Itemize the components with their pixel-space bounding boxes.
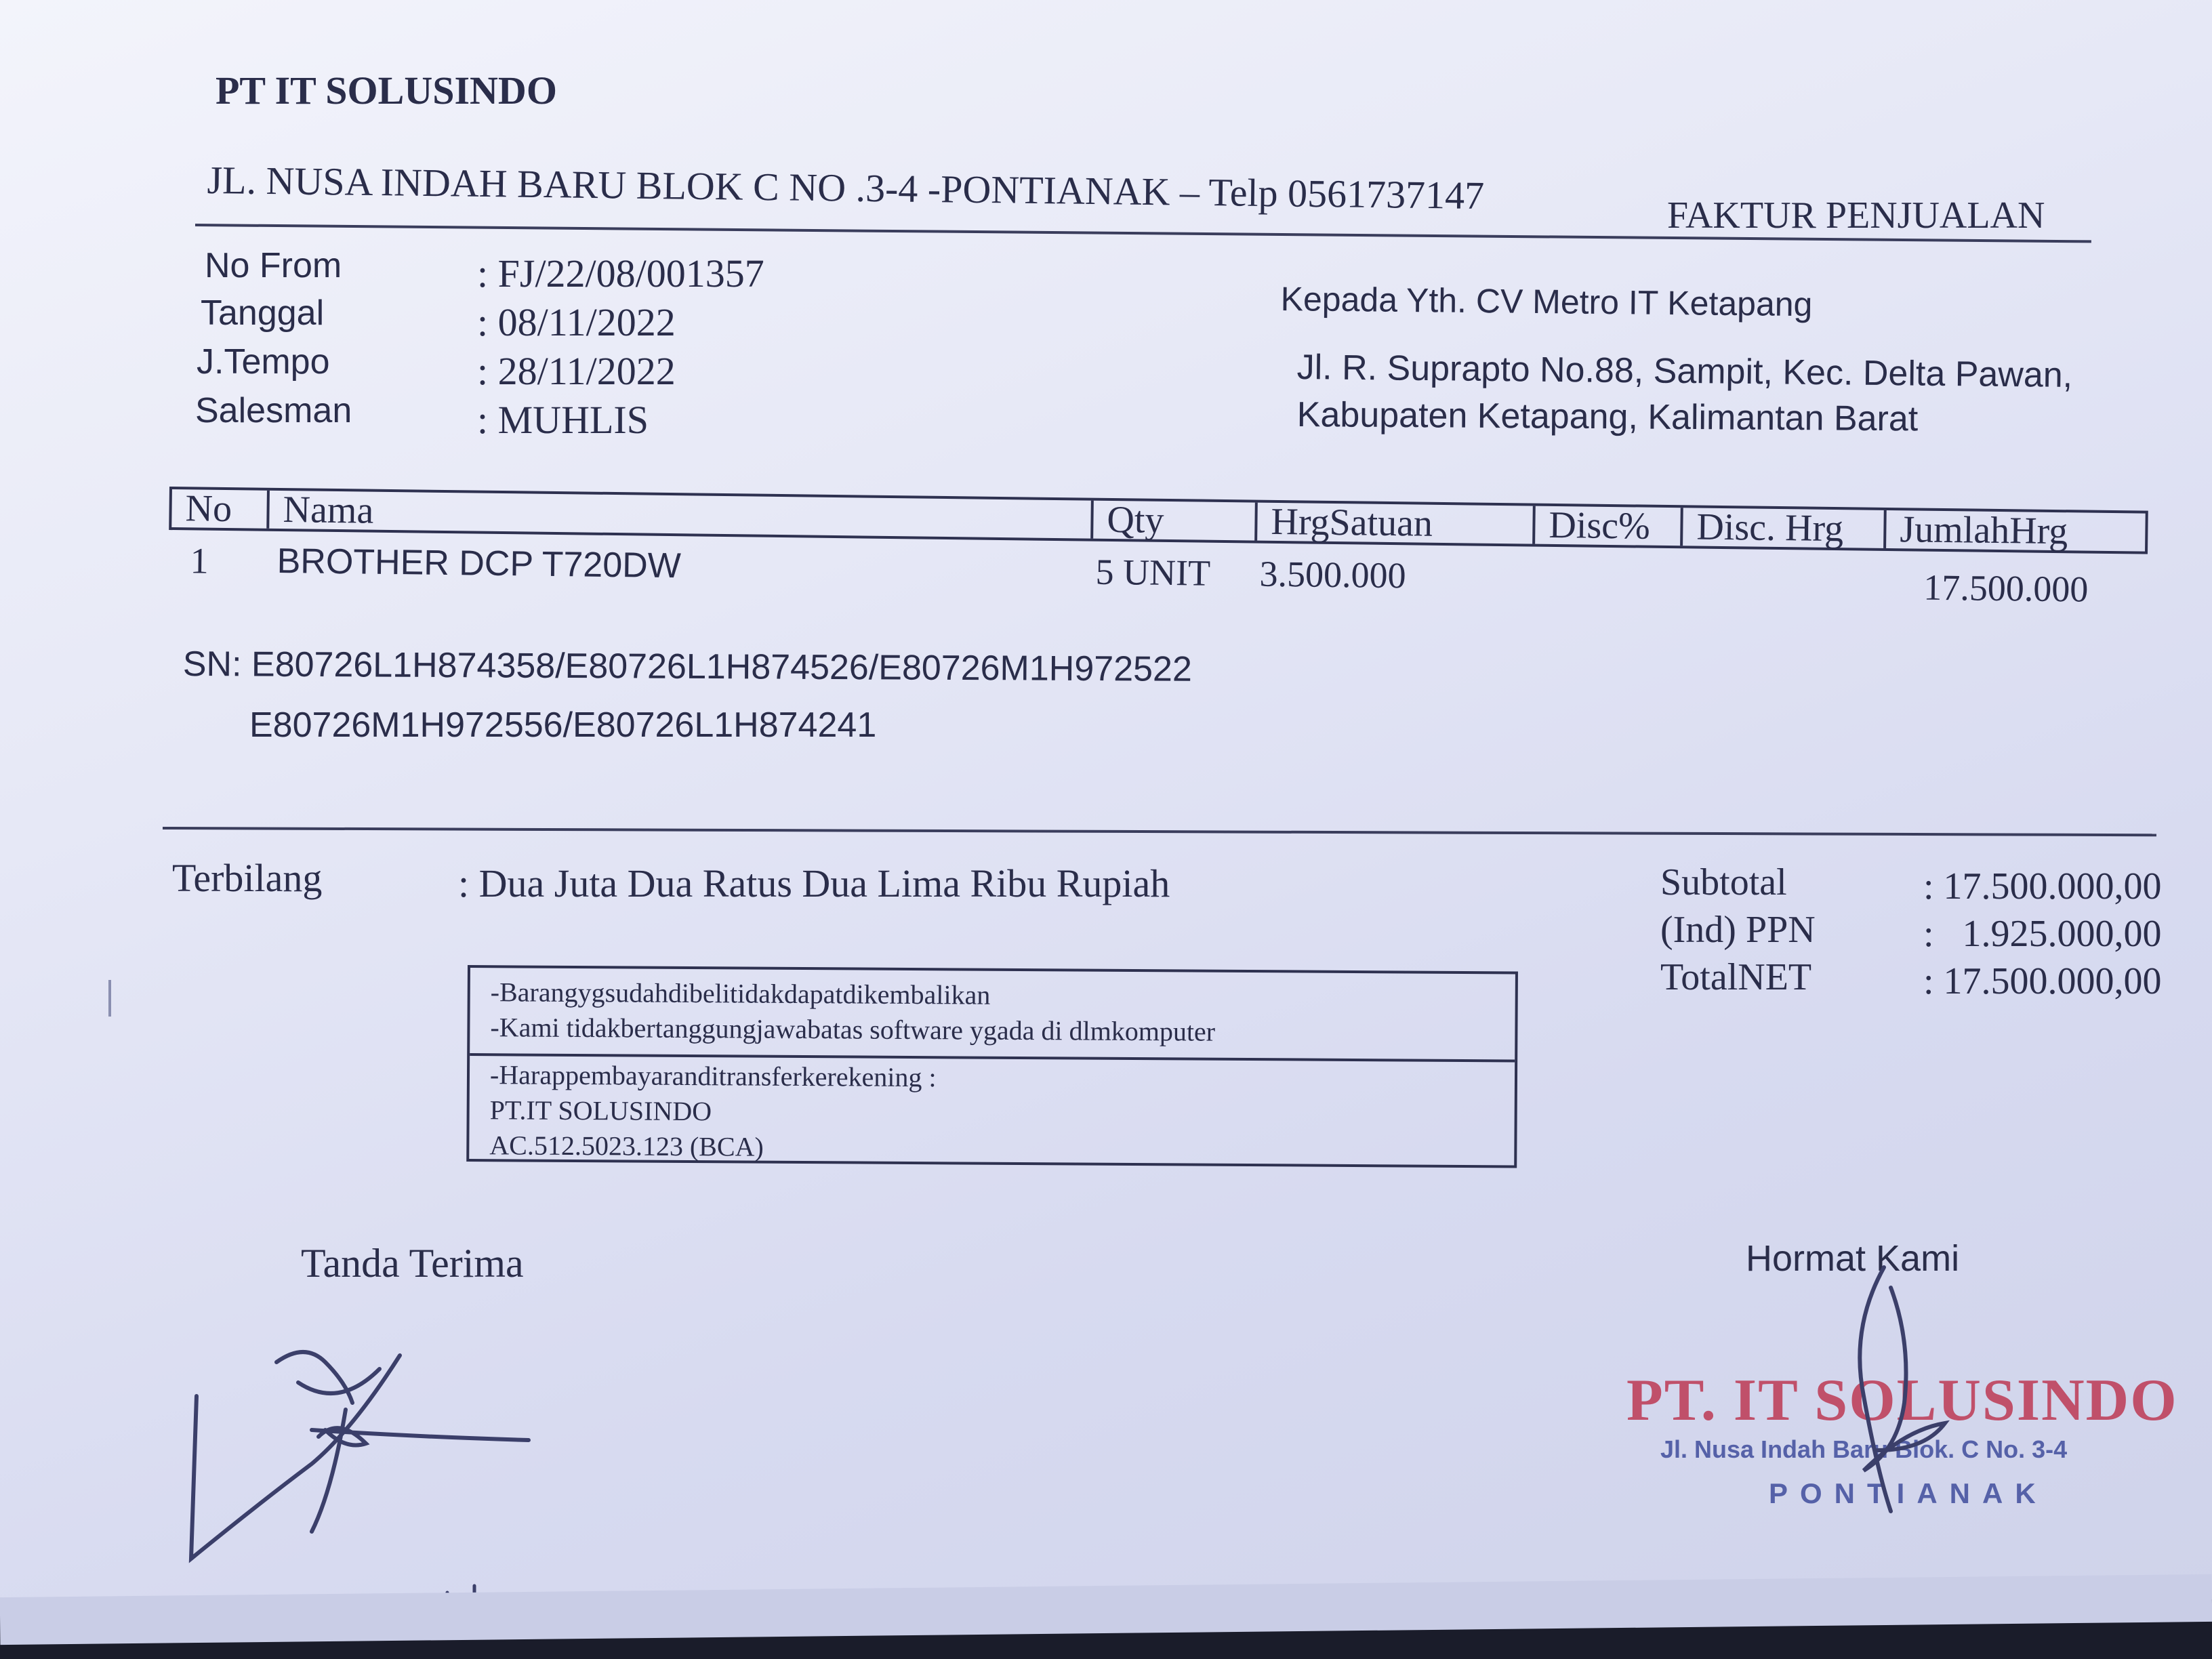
terbilang-value: : Dua Juta Dua Ratus Dua Lima Ribu Rupiah	[458, 861, 1170, 905]
stamp-name: PT. IT SOLUSINDO	[1626, 1368, 2178, 1433]
recipient-line-3: Kabupaten Ketapang, Kalimantan Barat	[1296, 395, 1919, 439]
serial-line-1: SN: E80726L1H874358/E80726L1H874526/E80726M1H972522	[182, 644, 1192, 689]
issuer-signature-icon	[1789, 1247, 1979, 1532]
note-line-4: PT.IT SOLUSINDO	[489, 1094, 712, 1127]
totalnet-label: TotalNET	[1660, 956, 1812, 998]
meta-value-no-from: : FJ/22/08/001357	[477, 251, 764, 295]
serial-line-2: E80726M1H972556/E80726L1H874241	[249, 705, 877, 745]
meta-label-tanggal: Tanggal	[201, 293, 325, 333]
stamp-city: PONTIANAK	[1769, 1477, 2048, 1509]
cell-qty: 5 UNIT	[1095, 551, 1211, 594]
note-line-1: -Barangygsudahdibelitidakdapatdikembalikan	[490, 977, 991, 1010]
col-header-disc-pct: Disc%	[1532, 506, 1681, 546]
meta-label-jtempo: J.Tempo	[197, 342, 330, 382]
footer-divider	[163, 827, 2156, 836]
totalnet-value: : 17.500.000,00	[1923, 960, 2162, 1002]
document-type: FAKTUR PENJUALAN	[1667, 194, 2045, 237]
notes-box	[466, 965, 1518, 1168]
meta-label-no-from: No From	[205, 246, 342, 285]
stamp-address: Jl. Nusa Indah Baru Blok. C No. 3-4	[1660, 1435, 2068, 1463]
note-line-3: -Harappembayaranditransferkerekening :	[489, 1059, 937, 1093]
col-header-disc-hrg: Disc. Hrg	[1680, 508, 1884, 548]
company-name: PT IT SOLUSINDO	[216, 68, 557, 112]
cell-hrgsatuan: 3.500.000	[1259, 553, 1406, 596]
meta-value-tanggal: : 08/11/2022	[477, 300, 676, 344]
col-header-nama: Nama	[266, 491, 1091, 539]
note-line-5: AC.512.5023.123 (BCA)	[489, 1130, 764, 1162]
subtotal-label: Subtotal	[1660, 861, 1787, 903]
col-header-qty: Qty	[1090, 501, 1255, 541]
ppn-value: : 1.925.000,00	[1923, 913, 2162, 955]
cell-no: 1	[190, 540, 209, 581]
col-header-jumlah: JumlahHrg	[1883, 510, 2151, 552]
items-table	[168, 487, 2148, 610]
cell-jumlah: 17.500.000	[1923, 567, 2089, 610]
ppn-label: (Ind) PPN	[1660, 909, 1816, 951]
received-label: Tanda Terima	[301, 1241, 524, 1286]
col-header-no: No	[185, 487, 232, 531]
meta-label-salesman: Salesman	[195, 391, 352, 430]
meta-value-jtempo: : 28/11/2022	[477, 349, 676, 393]
notes-payment	[469, 1056, 1515, 1170]
company-address: JL. NUSA INDAH BARU BLOK C NO .3-4 -PONTIANAK – Telp 0561737147	[207, 157, 1485, 218]
regards-label: Hormat Kami	[1746, 1238, 1960, 1279]
recipient-line-1: Kepada Yth. CV Metro IT Ketapang	[1280, 279, 1813, 324]
notes-terms	[470, 968, 1515, 1062]
cell-nama: BROTHER DCP T720DW	[276, 541, 682, 586]
meta-value-salesman: : MUHLIS	[477, 398, 649, 442]
note-line-2: -Kami tidakbertanggungjawabatas software ygada di dlmkomputer	[490, 1012, 1216, 1047]
subtotal-value: : 17.500.000,00	[1923, 865, 2162, 907]
terbilang-label: Terbilang	[172, 856, 323, 900]
margin-mark	[108, 980, 111, 1017]
recipient-line-2: Jl. R. Suprapto No.88, Sampit, Kec. Delta Pawan,	[1296, 347, 2073, 395]
col-header-hrgsatuan: HrgSatuan	[1254, 503, 1533, 544]
